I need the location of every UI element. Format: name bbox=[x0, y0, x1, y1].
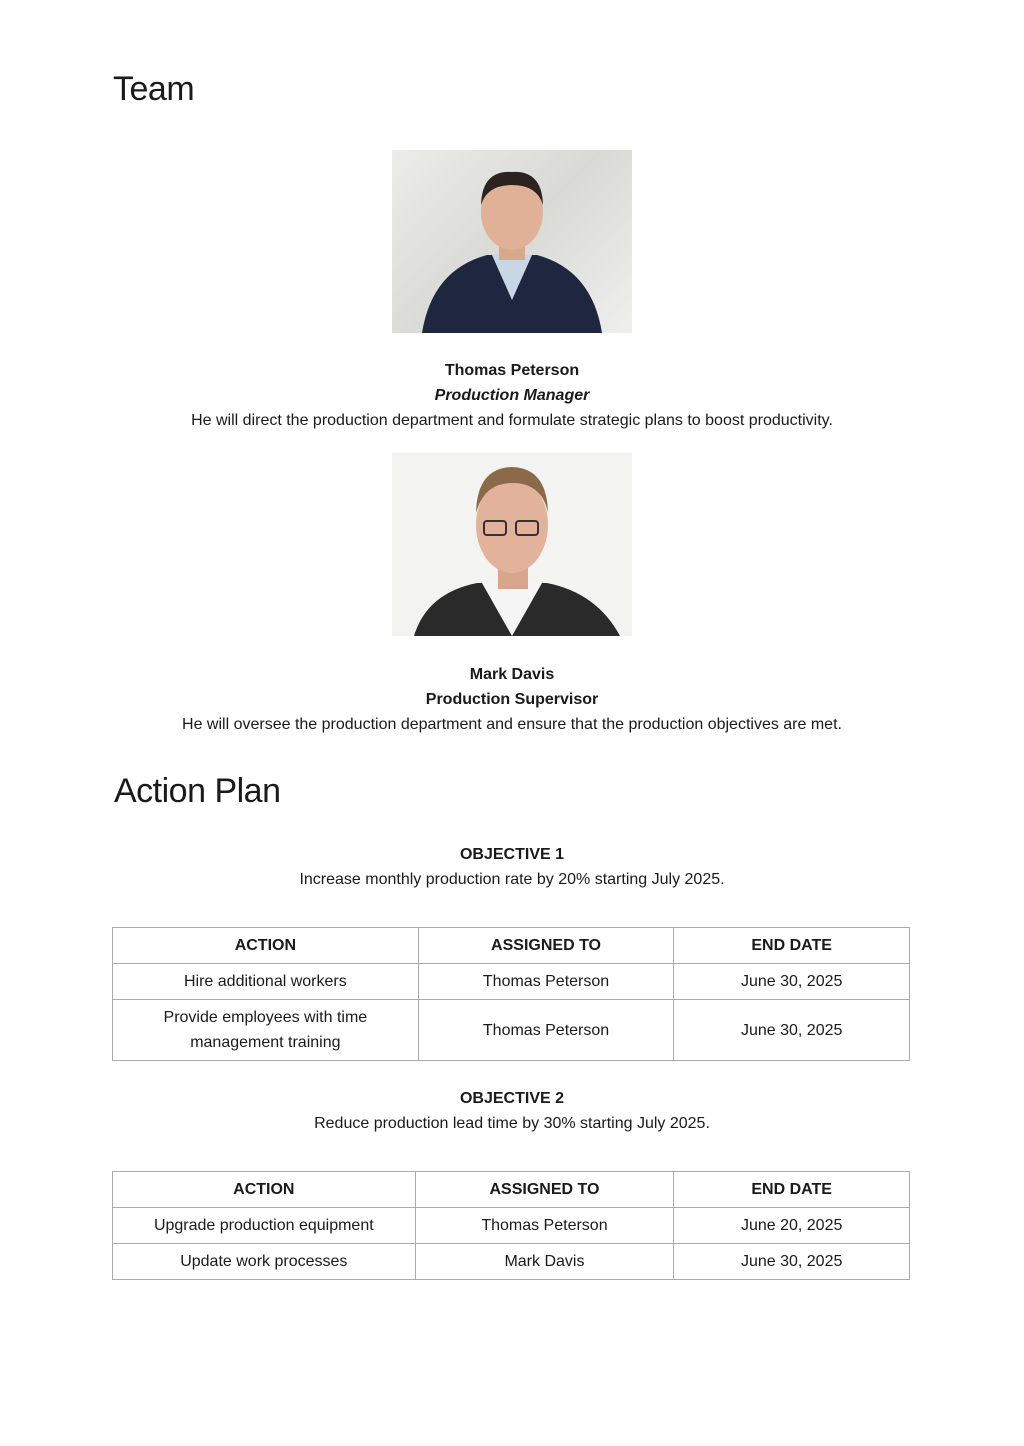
column-header: ACTION bbox=[113, 1172, 416, 1208]
objective-text: Reduce production lead time by 30% starting July 2025. bbox=[314, 1115, 710, 1132]
table-row bbox=[113, 1208, 910, 1244]
column-header: END DATE bbox=[674, 1172, 910, 1208]
objective-1-table bbox=[112, 927, 910, 1061]
date-cell: June 30, 2025 bbox=[674, 1000, 910, 1061]
date-cell: June 30, 2025 bbox=[674, 964, 910, 1000]
team-heading: Team bbox=[113, 70, 195, 108]
action-cell: Update work processes bbox=[113, 1244, 416, 1280]
action-cell: Provide employees with time management training bbox=[113, 1000, 419, 1061]
column-header: ASSIGNED TO bbox=[415, 1172, 674, 1208]
table-row bbox=[113, 1000, 910, 1061]
objective-title: OBJECTIVE 1 bbox=[459, 846, 565, 863]
member-name: Thomas Peterson bbox=[444, 362, 580, 379]
action-plan-heading: Action Plan bbox=[114, 772, 281, 810]
table-row bbox=[113, 964, 910, 1000]
objective-text: Increase monthly production rate by 20% starting July 2025. bbox=[299, 871, 725, 888]
member-role: Production Manager bbox=[434, 387, 590, 404]
date-cell: June 20, 2025 bbox=[674, 1208, 910, 1244]
member-name: Mark Davis bbox=[469, 666, 555, 683]
assigned-cell: Mark Davis bbox=[415, 1244, 674, 1280]
column-header: END DATE bbox=[674, 928, 910, 964]
member-description: He will direct the production department and formulate strategic plans to boost productivity. bbox=[191, 412, 833, 429]
action-cell: Hire additional workers bbox=[113, 964, 419, 1000]
mark-davis-photo bbox=[392, 453, 632, 636]
column-header: ACTION bbox=[113, 928, 419, 964]
objective-title: OBJECTIVE 2 bbox=[459, 1090, 565, 1107]
table-header-row bbox=[113, 1172, 910, 1208]
date-cell: June 30, 2025 bbox=[674, 1244, 910, 1280]
objective-2-table bbox=[112, 1171, 910, 1280]
assigned-cell: Thomas Peterson bbox=[418, 1000, 674, 1061]
column-header: ASSIGNED TO bbox=[418, 928, 674, 964]
assigned-cell: Thomas Peterson bbox=[418, 964, 674, 1000]
table-row bbox=[113, 1244, 910, 1280]
assigned-cell: Thomas Peterson bbox=[415, 1208, 674, 1244]
table-header-row bbox=[113, 928, 910, 964]
thomas-peterson-photo bbox=[392, 150, 632, 333]
member-description: He will oversee the production department and ensure that the production objectives are met. bbox=[182, 716, 842, 733]
member-role: Production Supervisor bbox=[425, 691, 599, 708]
action-cell: Upgrade production equipment bbox=[113, 1208, 416, 1244]
